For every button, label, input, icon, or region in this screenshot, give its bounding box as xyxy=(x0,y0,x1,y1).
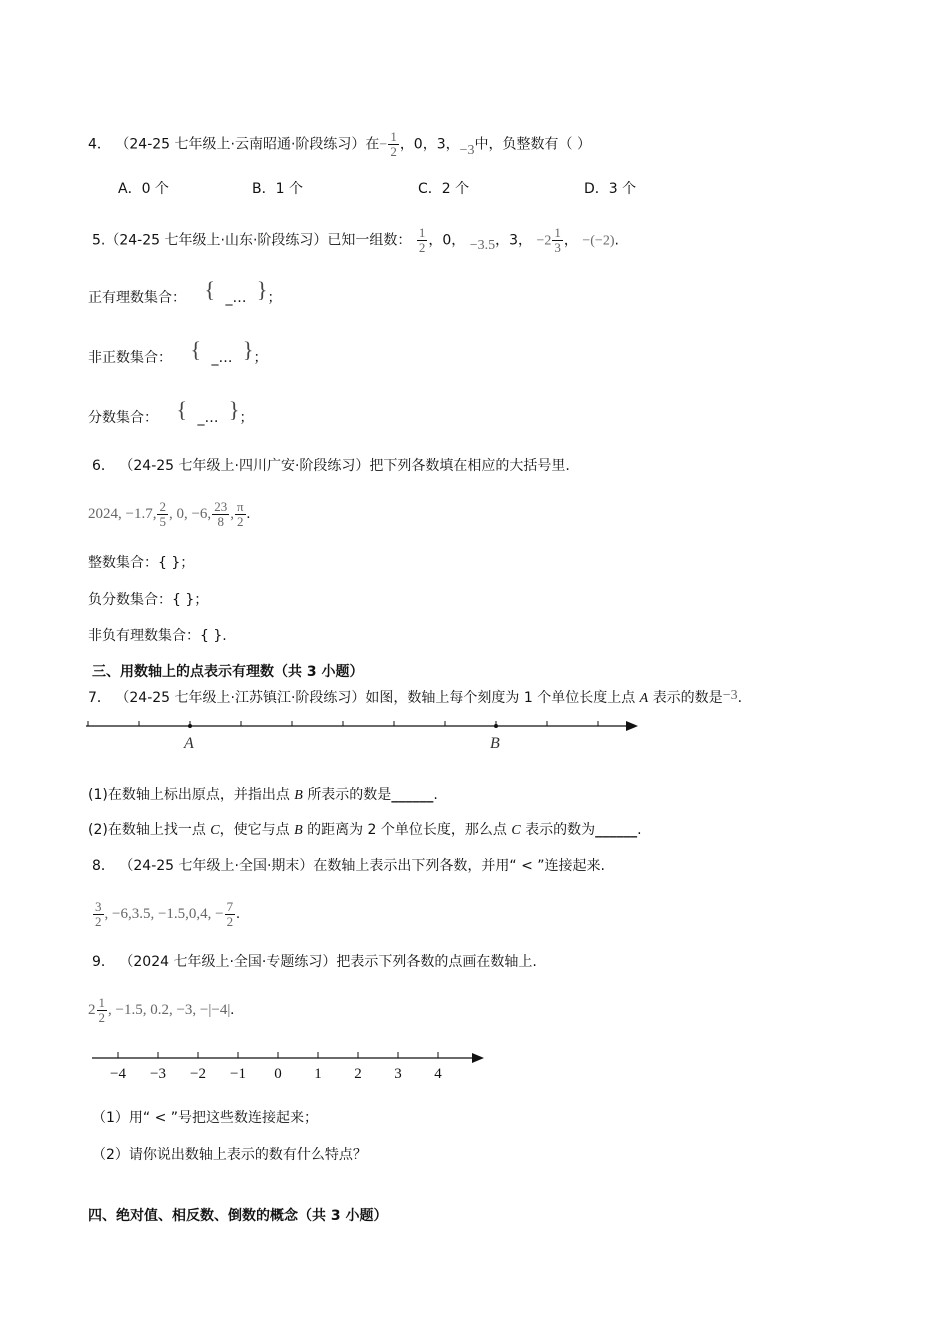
q6-set-non-negative-rational: 非负有理数集合：{ }. xyxy=(88,628,227,644)
q7-sub2: (2)在数轴上找一点 C，使它与点 B 的距离为 2 个单位长度，那么点 C 表示的数为______. xyxy=(88,822,642,838)
fraction-one-third: $\frac{1}{3}$ xyxy=(554,225,561,255)
point-b-marker xyxy=(494,724,498,728)
set-placeholder: _… xyxy=(197,410,219,426)
q6-number-list: 2024, −1.7, $\frac{2}{5}$ , 0, −6, $\frac{23}{8}$ , $\frac{\pi}{2}$ . xyxy=(88,499,251,529)
tick-label: −4 xyxy=(110,1066,126,1082)
section-heading: 三、用数轴上的点表示有理数（共 3 小题） xyxy=(92,664,364,680)
tick-label: −1 xyxy=(230,1066,246,1082)
arrow-head-icon xyxy=(626,721,638,731)
q4-stem: 4． （24-25 七年级上·云南昭通·阶段练习）在− $\frac{1}{2}$ ，0，3，−3中，负整数有（ ） xyxy=(88,129,591,159)
question-source: （2024 七年级上·全国·专题练习） xyxy=(119,954,337,970)
left-brace-icon: { xyxy=(204,277,216,302)
q9-number-line xyxy=(86,1044,496,1086)
left-brace-icon: { xyxy=(190,337,202,362)
q9-sub1: （1）用“ < ”号把这些数连接起来； xyxy=(92,1110,319,1126)
point-a-label: A xyxy=(184,735,194,752)
fraction-pi-halves: $\frac{\pi}{2}$ xyxy=(236,499,244,529)
question-number: 9． xyxy=(92,954,115,970)
q4-option-c: C．2 个 xyxy=(418,181,470,197)
q7-number-line xyxy=(80,712,650,756)
answer-blank: ______ xyxy=(391,787,434,803)
tick-label: 2 xyxy=(354,1066,362,1082)
fraction-one-half: $\frac{1}{2}$ xyxy=(418,225,426,255)
answer-blank: ______ xyxy=(595,822,638,838)
q5-set-fraction: 分数集合： { _… }； xyxy=(88,397,254,426)
axis-ticks xyxy=(110,1052,442,1082)
tick-label: 3 xyxy=(394,1066,402,1082)
question-source: （24-25 七年级上·山东·阶段练习） xyxy=(105,232,328,249)
question-number: 5. xyxy=(92,232,106,249)
question-number: 7． xyxy=(88,690,111,706)
fraction-one-half: $\frac{1}{2}$ xyxy=(390,129,397,159)
question-source: （24-25 七年级上·江苏镇江·阶段练习） xyxy=(115,690,366,706)
point-b-label: B xyxy=(490,735,500,752)
tick-label: 4 xyxy=(434,1066,442,1082)
question-source: （24-25 七年级上·云南昭通·阶段练习） xyxy=(115,136,366,153)
q6-set-negative-fraction: 负分数集合：{ }； xyxy=(88,592,209,608)
tick-label: 1 xyxy=(314,1066,322,1082)
left-brace-icon: { xyxy=(176,397,188,422)
q4-option-a: A．0 个 xyxy=(118,181,169,197)
q7-sub1: (1)在数轴上标出原点，并指出点 B 所表示的数是______. xyxy=(88,787,438,803)
q5-set-positive-rational: 正有理数集合： { _… }； xyxy=(88,277,282,306)
q6-set-integer: 整数集合：{ }； xyxy=(88,555,195,571)
fraction-seven-halves: $\frac{7}{2}$ xyxy=(226,899,234,929)
set-placeholder: _… xyxy=(211,350,233,366)
right-brace-icon: } xyxy=(256,277,268,302)
q6-stem: 6． （24-25 七年级上·四川广安·阶段练习）把下列各数填在相应的大括号里. xyxy=(92,458,570,474)
q4-option-b: B．1 个 xyxy=(252,181,303,197)
arrow-head-icon xyxy=(472,1053,484,1063)
section-heading: 四、绝对值、相反数、倒数的概念（共 3 小题） xyxy=(88,1208,388,1224)
question-number: 6． xyxy=(92,458,115,474)
question-number: 8． xyxy=(92,858,115,874)
q9-sub2: （2）请你说出数轴上表示的数有什么特点？ xyxy=(92,1147,367,1163)
set-placeholder: _… xyxy=(225,290,247,306)
point-a-marker xyxy=(188,724,192,728)
q5-set-non-positive: 非正数集合： { _… }； xyxy=(88,337,268,366)
axis-ticks xyxy=(88,721,598,726)
fraction-two-fifths: $\frac{2}{5}$ xyxy=(159,499,166,529)
q7-stem: 7． （24-25 七年级上·江苏镇江·阶段练习）如图，数轴上每个刻度为 1 个单位长度上点 A 表示的数是−3. xyxy=(88,688,743,706)
tick-label: 0 xyxy=(274,1066,282,1082)
q8-number-list: $\frac{3}{2}$ , −6,3.5, −1.5,0,4, − $\frac{7}{2}$ . xyxy=(95,899,240,929)
q8-stem: 8． （24-25 七年级上·全国·期末）在数轴上表示出下列各数，并用“ < ”连接起来. xyxy=(92,858,605,874)
right-brace-icon: } xyxy=(242,337,254,362)
right-brace-icon: } xyxy=(228,397,240,422)
question-number: 4． xyxy=(88,136,111,153)
tick-label: −2 xyxy=(190,1066,206,1082)
q4-option-d: D．3 个 xyxy=(584,181,637,197)
fraction-twenty-three-eighths: $\frac{23}{8}$ xyxy=(214,499,228,529)
q9-number-list: 2 $\frac{1}{2}$ , −1.5, 0.2, −3, −|−4|. xyxy=(88,995,235,1025)
fraction-one-half: $\frac{1}{2}$ xyxy=(98,995,105,1025)
question-source: （24-25 七年级上·四川广安·阶段练习） xyxy=(119,458,370,474)
q5-stem: 5.（24-25 七年级上·山东·阶段练习）已知一组数： $\frac{1}{2}$ ，0， −3.5，3， −2 $\frac{1}{3}$ ， −(−2). xyxy=(92,225,619,255)
tick-label: −3 xyxy=(150,1066,166,1082)
question-source: （24-25 七年级上·全国·期末） xyxy=(119,858,314,874)
fraction-three-halves: $\frac{3}{2}$ xyxy=(95,899,102,929)
q9-stem: 9． （2024 七年级上·全国·专题练习）把表示下列各数的点画在数轴上. xyxy=(92,954,537,970)
